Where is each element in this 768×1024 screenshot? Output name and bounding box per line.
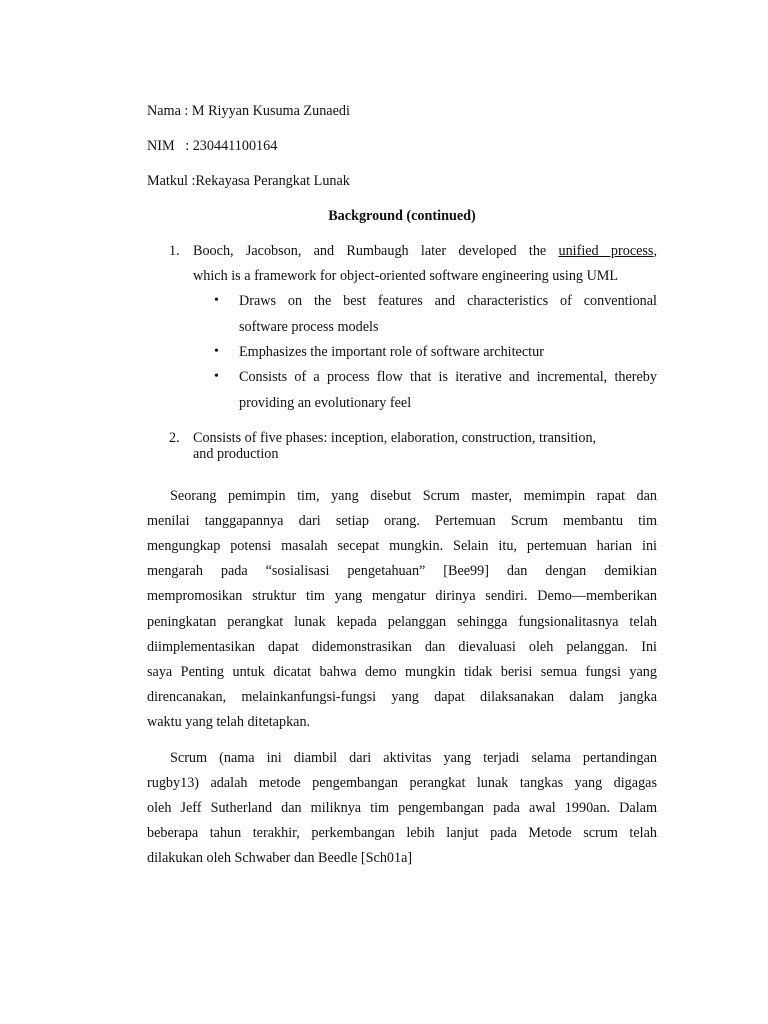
list-item-2-line-1: Consists of five phases: inception, elaboration, construction, transition, <box>193 430 597 446</box>
paragraph-2-line-2: rugby13) adalah metode pengembangan perangkat lunak tangkas yang digagas <box>147 775 657 791</box>
course-name: Matkul :Rekayasa Perangkat Lunak <box>147 173 350 189</box>
list-item-number: 2. <box>169 430 180 446</box>
bullet-1-line-1: Draws on the best features and characteristics of conventional <box>239 293 657 309</box>
paragraph-2-line-5: dilakukan oleh Schwaber dan Beedle [Sch01a] <box>147 850 413 866</box>
bullet-1-line-2: software process models <box>239 319 379 335</box>
student-name: Nama : M Riyyan Kusuma Zunaedi <box>147 103 350 119</box>
paragraph-1-line-3: mengungkap potensi masalah secepat mungkin. Selain itu, pertemuan harian ini <box>147 538 657 554</box>
paragraph-1-line-2: menilai tanggapannya dari setiap orang. Pertemuan Scrum membantu tim <box>147 513 657 529</box>
list-item-2-line-2: and production <box>193 446 279 462</box>
paragraph-2-line-1: Scrum (nama ini diambil dari aktivitas yang terjadi selama pertandingan <box>170 750 657 766</box>
list-item-1-line-2: which is a framework for object-oriented software engineering using UML <box>193 268 619 284</box>
paragraph-1-line-1: Seorang pemimpin tim, yang disebut Scrum master, memimpin rapat dan <box>170 488 657 504</box>
paragraph-2-line-4: beberapa tahun terakhir, perkembangan lebih lanjut pada Metode scrum telah <box>147 825 657 841</box>
bullet-icon <box>214 368 222 376</box>
paragraph-1-line-7: diimplementasikan dapat didemonstrasikan dan dievaluasi oleh pelanggan. Ini <box>147 639 657 655</box>
bullet-3-line-2: providing an evolutionary feel <box>239 395 412 411</box>
list-item-1-comma: , <box>653 243 657 259</box>
bullet-3-line-1: Consists of a process flow that is iterative and incremental, thereby <box>239 369 657 385</box>
list-item-1-text: Booch, Jacobson, and Rumbaugh later developed the <box>193 243 559 259</box>
paragraph-1-line-9: direncanakan, melainkanfungsi-fungsi yang dapat dilaksanakan dalam jangka <box>147 689 657 705</box>
paragraph-1-line-10: waktu yang telah ditetapkan. <box>147 714 311 730</box>
list-item-number: 1. <box>169 243 180 259</box>
paragraph-2-line-3: oleh Jeff Sutherland dan miliknya tim pengembangan pada awal 1990an. Dalam <box>147 800 657 816</box>
section-title: Background (continued) <box>328 208 476 224</box>
paragraph-1-line-5: mempromosikan struktur tim yang mengatur dirinya sendiri. Demo—memberikan <box>147 588 657 604</box>
bullet-2-line-1: Emphasizes the important role of software architectur <box>239 344 544 360</box>
list-item-1-line-1 <box>193 242 657 260</box>
paragraph-1-line-6: peningkatan perangkat lunak kepada pelanggan sehingga fungsionalitasnya telah <box>147 614 657 630</box>
unified-process-link[interactable]: unified process <box>558 243 654 259</box>
paragraph-1-line-4: mengarah pada “sosialisasi pengetahuan” [Bee99] dan dengan demikian <box>147 563 657 579</box>
student-nim: NIM : 230441100164 <box>147 138 278 154</box>
paragraph-1-line-8: saya Penting untuk dicatat bahwa demo mungkin tidak berisi semua fungsi yang <box>147 664 657 680</box>
bullet-icon <box>214 343 222 351</box>
bullet-icon <box>214 292 222 300</box>
